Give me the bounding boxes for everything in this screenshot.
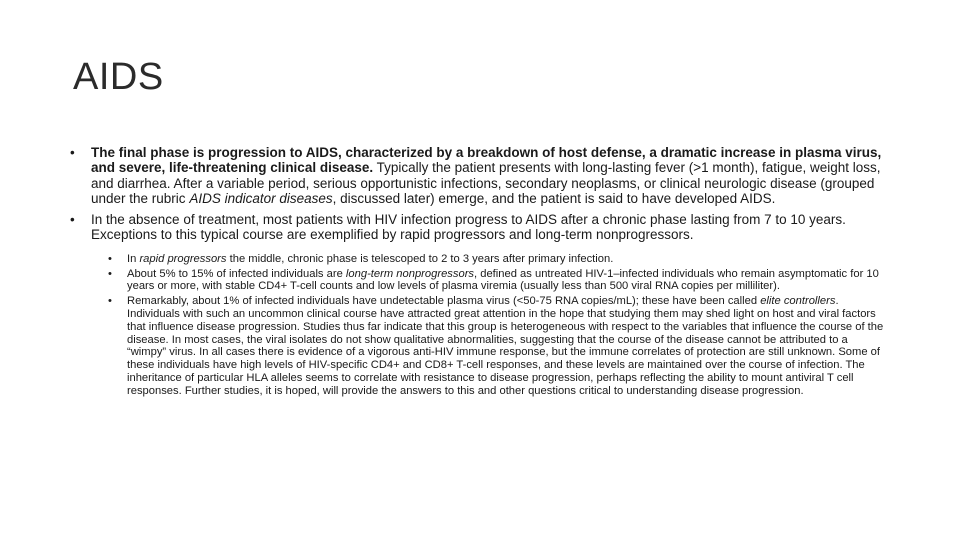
sub-bullet-text: the middle, chronic phase is telescoped to 2 to 3 years after primary infection. [226, 252, 614, 265]
bullet-icon: • [108, 252, 112, 265]
bullet-lead-text: The final phase is progression to AIDS, characterized by a breakdown of host defense, a dramatic increase in plasma virus, and severe, life-threatening clinical disease. [91, 145, 882, 176]
sub-bullet-italic-text: rapid progressors [139, 252, 227, 265]
sub-bullet-point [106, 253, 890, 266]
bullet-icon: • [108, 295, 112, 308]
slide-body [70, 145, 890, 400]
sub-bullet-italic-text: elite controllers [760, 295, 836, 308]
sub-bullet-text: , defined as untreated HIV-1–infected individuals who remain asymptomatic for 10 years or more, with stable CD4+ T-cell counts and low levels of plasma viremia (usually less than 500 viral RNA copies per milliliter). [127, 267, 879, 293]
bullet-point [70, 145, 890, 206]
sub-bullet-text: In [127, 252, 140, 265]
sub-bullet-italic-text: long-term nonprogressors [345, 267, 475, 280]
bullet-icon: • [70, 145, 75, 160]
sub-bullet-point [106, 295, 890, 397]
bullet-icon: • [108, 267, 112, 280]
sub-bullet-point [106, 268, 890, 294]
bullet-text: In the absence of treatment, most patients with HIV infection progress to AIDS after a chronic phase lasting from 7 to 10 years. Exceptions to this typical course are exemplified by rapid progressors and long-term nonprogressors. [91, 212, 846, 243]
slide-title: AIDS [73, 56, 164, 98]
bullet-text: Typically the patient presents with long-lasting fever (>1 month), fatigue, weight loss, and diarrhea. After a variable period, serious opportunistic infections, secondary neoplasms, or clinical neurologic disease (grouped under the rubric [91, 160, 881, 206]
bullet-icon: • [70, 212, 75, 228]
sub-bullet-list [106, 253, 890, 398]
sub-bullet-text: Remarkably, about 1% of infected individuals have undetectable plasma virus (<50-75 RNA copies/mL); these have been called [127, 295, 761, 308]
sub-bullet-text: . Individuals with such an uncommon clinical course have attracted great attention in the hope that studying them may shed light on host and viral factors that influence disease progression. Studies thus far indicate that this group is heterogeneous with respect to the variables that influence the course of the disease. In most cases, the viral isolates do not show qualitative abnormalities, suggesting that the course of the disease cannot be attributed to a “wimpy” virus. In all cases there is evidence of a vigorous anti-HIV immune response, but the immune correlates of protection are still unknown. Some of these individuals have high levels of HIV-specific CD4+ and CD8+ T-cell responses, and these levels are maintained over the course of infection. The inheritance of particular HLA alleles seems to correlate with resistance to disease progression, perhaps reflecting the ability to mount antiviral T cell responses. Further studies, it is hoped, will provide the answers to this and other questions critical to understanding disease progression. [127, 295, 884, 397]
bullet-italic-text: AIDS indicator diseases [189, 190, 333, 206]
bullet-text: , discussed later) emerge, and the patient is said to have developed AIDS. [332, 190, 776, 206]
bullet-point [70, 212, 890, 243]
sub-bullet-text: About 5% to 15% of infected individuals are [127, 267, 346, 280]
